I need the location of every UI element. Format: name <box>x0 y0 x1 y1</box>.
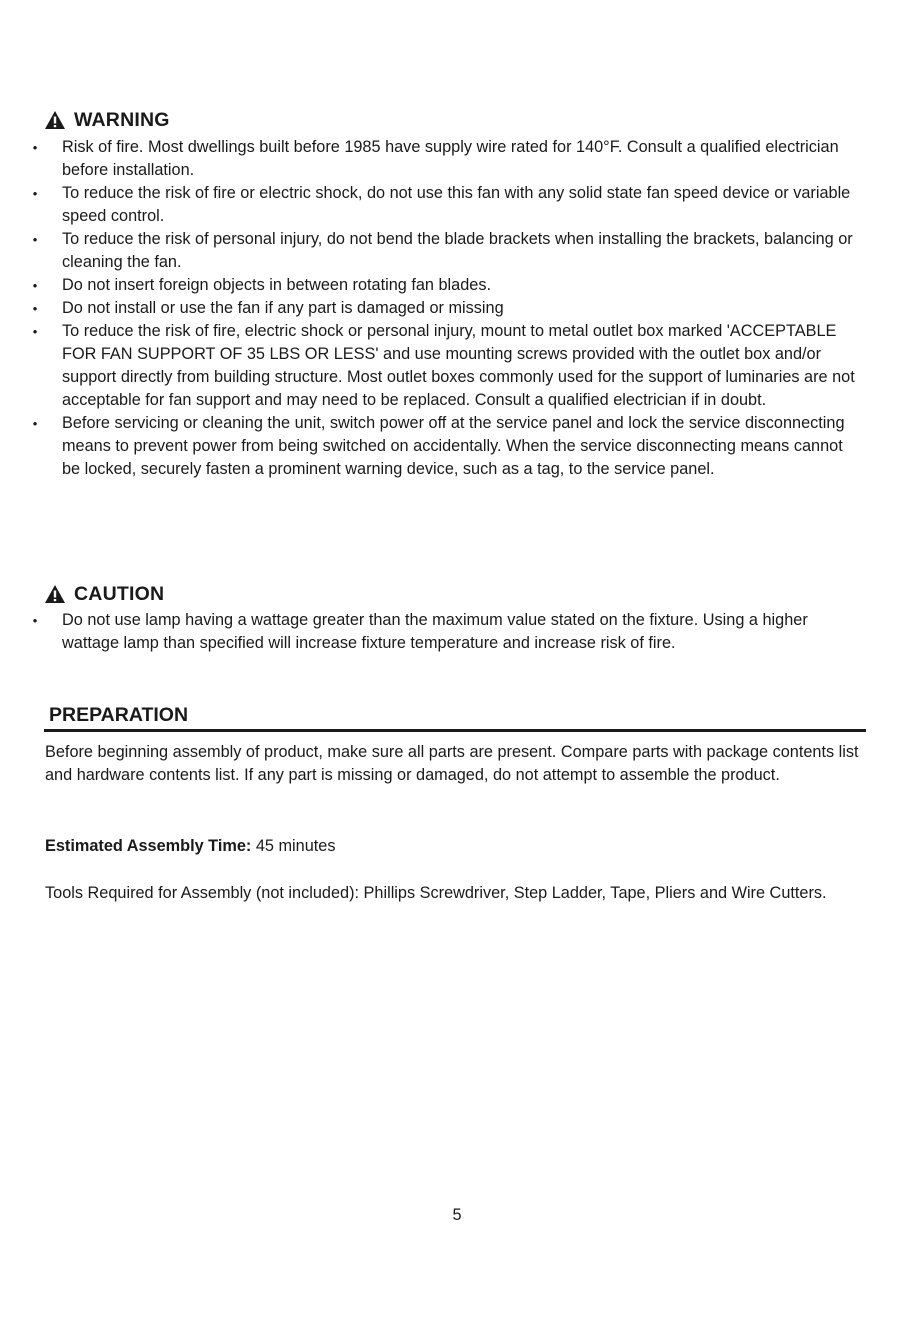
list-item: • Do not use lamp having a wattage greater than the maximum value stated on the fixture. Using a higher wattage lamp than specified will increase fixture temperature and increase risk of fire. <box>32 611 808 652</box>
caution-title: CAUTION <box>74 582 165 605</box>
assembly-time <box>45 835 865 858</box>
list-item: • To reduce the risk of fire, electric shock or personal injury, mount to metal outlet box marked 'ACCEPTABLE FOR FAN SUPPORT OF 35 LBS OR LESS' and use mounting screws provided with the outlet box and/or support directly from building structure. Most outlet boxes commonly used for the support of luminaries are not acceptable for fan support and may need to be replaced. Consult a qualified electrician if in doubt. <box>32 322 855 409</box>
list-item: • Before servicing or cleaning the unit, switch power off at the service panel and lock the service disconnecting means to prevent power from being switched on accidentally. When the service disconnecting means cannot be locked, securely fasten a prominent warning device, such as a tag, to the service panel. <box>32 414 845 478</box>
warning-list <box>29 136 859 481</box>
warning-triangle-icon <box>44 584 66 604</box>
warning-title: WARNING <box>74 108 170 131</box>
list-item: • Risk of fire. Most dwellings built before 1985 have supply wire rated for 140°F. Consult a qualified electrician before installation. <box>32 138 839 179</box>
caution-heading <box>44 581 914 607</box>
list-item: • To reduce the risk of fire or electric shock, do not use this fan with any solid state fan speed device or variable speed control. <box>32 184 851 225</box>
preparation-intro: Before beginning assembly of product, make sure all parts are present. Compare parts with package contents list and hardware contents list. If any part is missing or damaged, do not attempt to assemble the product. <box>45 743 859 784</box>
warning-section <box>0 107 914 481</box>
list-item: • Do not install or use the fan if any part is damaged or missing <box>32 299 504 317</box>
preparation-heading: PREPARATION <box>44 704 866 732</box>
warning-triangle-icon <box>44 110 66 130</box>
tools-required: Tools Required for Assembly (not included): Phillips Screwdriver, Step Ladder, Tape, Pliers and Wire Cutters. <box>45 884 827 902</box>
list-item: • To reduce the risk of personal injury, do not bend the blade brackets when installing the brackets, balancing or cleaning the fan. <box>32 230 853 271</box>
assembly-time-label: Estimated Assembly Time: <box>45 837 252 855</box>
caution-list <box>29 609 859 655</box>
page-number: 5 <box>452 1206 462 1224</box>
assembly-time-value: 45 minutes <box>251 837 336 855</box>
caution-section <box>0 581 914 655</box>
warning-heading <box>44 107 914 133</box>
list-item: • Do not insert foreign objects in between rotating fan blades. <box>32 276 492 294</box>
